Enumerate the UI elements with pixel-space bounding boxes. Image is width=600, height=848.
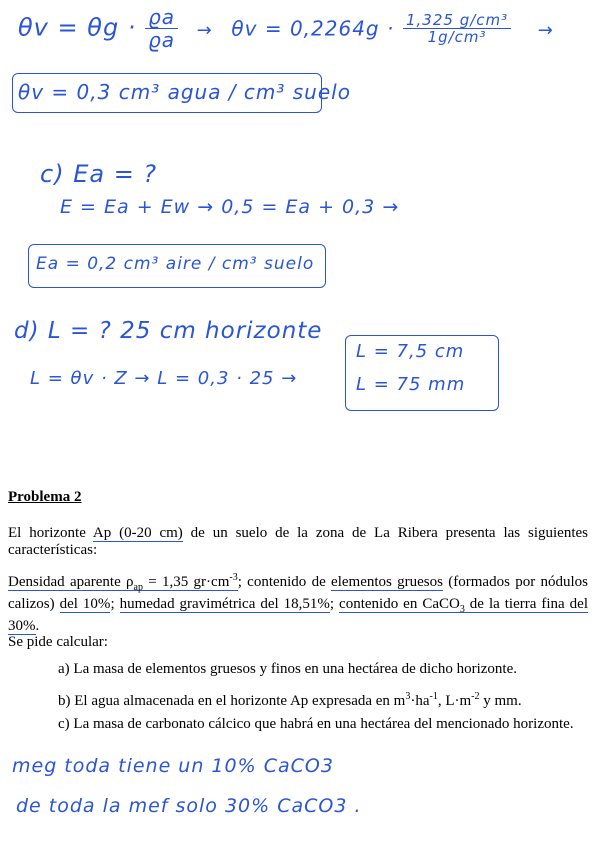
hw-arrow-2: →	[537, 19, 554, 41]
p2-density-sub: ap	[133, 582, 143, 593]
qb-text-1: b) El agua almacenada en el horizonte Ap expresada en m	[58, 693, 406, 709]
hw-note-fine-caco3: de toda la mef solo 30% CaCO3 .	[16, 795, 362, 817]
hw-fraction-values	[403, 12, 511, 46]
p2-text-i: ;	[329, 596, 340, 612]
p2-density-sup: -3	[229, 572, 238, 583]
hw-question-c: c) Ea = ?	[40, 160, 158, 188]
paragraph-characteristics	[8, 569, 588, 635]
hw-arrow-1: →	[196, 19, 213, 41]
p2-coarse-elements: elementos gruesos	[331, 574, 443, 590]
p2-density-label: Densidad aparente ρ	[8, 574, 134, 590]
p2-text-e: (formados por nódulos calizos)	[8, 574, 588, 612]
p1-horizon-ap: Ap (0-20 cm)	[92, 525, 183, 541]
question-b	[58, 688, 588, 710]
paragraph-request: Se pide calcular:	[8, 634, 108, 650]
p2-coarse-percent: del 10%	[59, 596, 111, 612]
hw-frac2-den: 1g/cm³	[427, 28, 487, 46]
qb-text-4: y mm.	[479, 693, 522, 709]
question-a: a) La masa de elementos gruesos y finos en una hectárea de dicho horizonte.	[58, 661, 517, 677]
hw-frac1-num: ϱa	[145, 6, 178, 29]
hw-question-d: d) L = ? 25 cm horizonte	[14, 318, 323, 344]
hw-line1-a: θv = θg ·	[18, 13, 137, 42]
p2-gravimetric-moisture: humedad gravimétrica del 18,51%	[119, 596, 330, 612]
handwritten-theta-v-equation	[18, 6, 554, 51]
hw-equation-lamina: L = θv · Z → L = 0,3 · 25 →	[30, 368, 298, 389]
question-c: c) La masa de carbonato cálcico que habrá en una hectárea del mencionado horizonte.	[58, 716, 574, 732]
qb-text-3: , L·m	[437, 693, 472, 709]
hw-note-coarse-caco3: meg toda tiene un 10% CaCO3	[12, 755, 334, 777]
hw-result-lamina-cm: L = 7,5 cm	[356, 341, 465, 362]
hw-frac2-num: 1,325 g/cm³	[403, 12, 511, 30]
hw-result-theta-v: θv = 0,3 cm³ agua / cm³ suelo	[18, 80, 351, 104]
p1-text-a: El horizonte	[8, 525, 93, 541]
p2-density-value: = 1,35 gr·cm	[142, 574, 230, 590]
p2-caco3-sub: 3	[459, 604, 465, 615]
qb-sup-3: -2	[471, 691, 480, 702]
hw-line1-b: θv = 0,2264g ·	[231, 16, 395, 41]
problem-title: Problema 2	[8, 489, 82, 505]
hw-result-lamina-mm: L = 75 mm	[356, 374, 466, 395]
qb-text-2: ·ha	[410, 693, 430, 709]
p2-text-c: ; contenido de	[237, 574, 332, 590]
hw-fraction-densities	[145, 6, 178, 51]
hw-frac1-den: ϱa	[148, 28, 176, 52]
p2-density	[8, 574, 238, 591]
hw-equation-porosity: E = Ea + Ew → 0,5 = Ea + 0,3 →	[60, 196, 400, 218]
p2-caco3-label: contenido en CaCO	[339, 596, 460, 612]
qb-sup-2: -1	[429, 691, 438, 702]
hw-result-air: Ea = 0,2 cm³ aire / cm³ suelo	[36, 254, 315, 274]
p1-text-c: de un suelo de la zona de La Ribera presenta las siguientes características:	[8, 525, 588, 558]
p2-period: .	[35, 618, 40, 634]
qb-sup-1: 3	[405, 691, 411, 702]
paragraph-horizon	[8, 525, 588, 559]
p2-text-g: ;	[110, 596, 120, 612]
p2-caco3-rest: de la tierra fina del 30%	[8, 596, 589, 634]
